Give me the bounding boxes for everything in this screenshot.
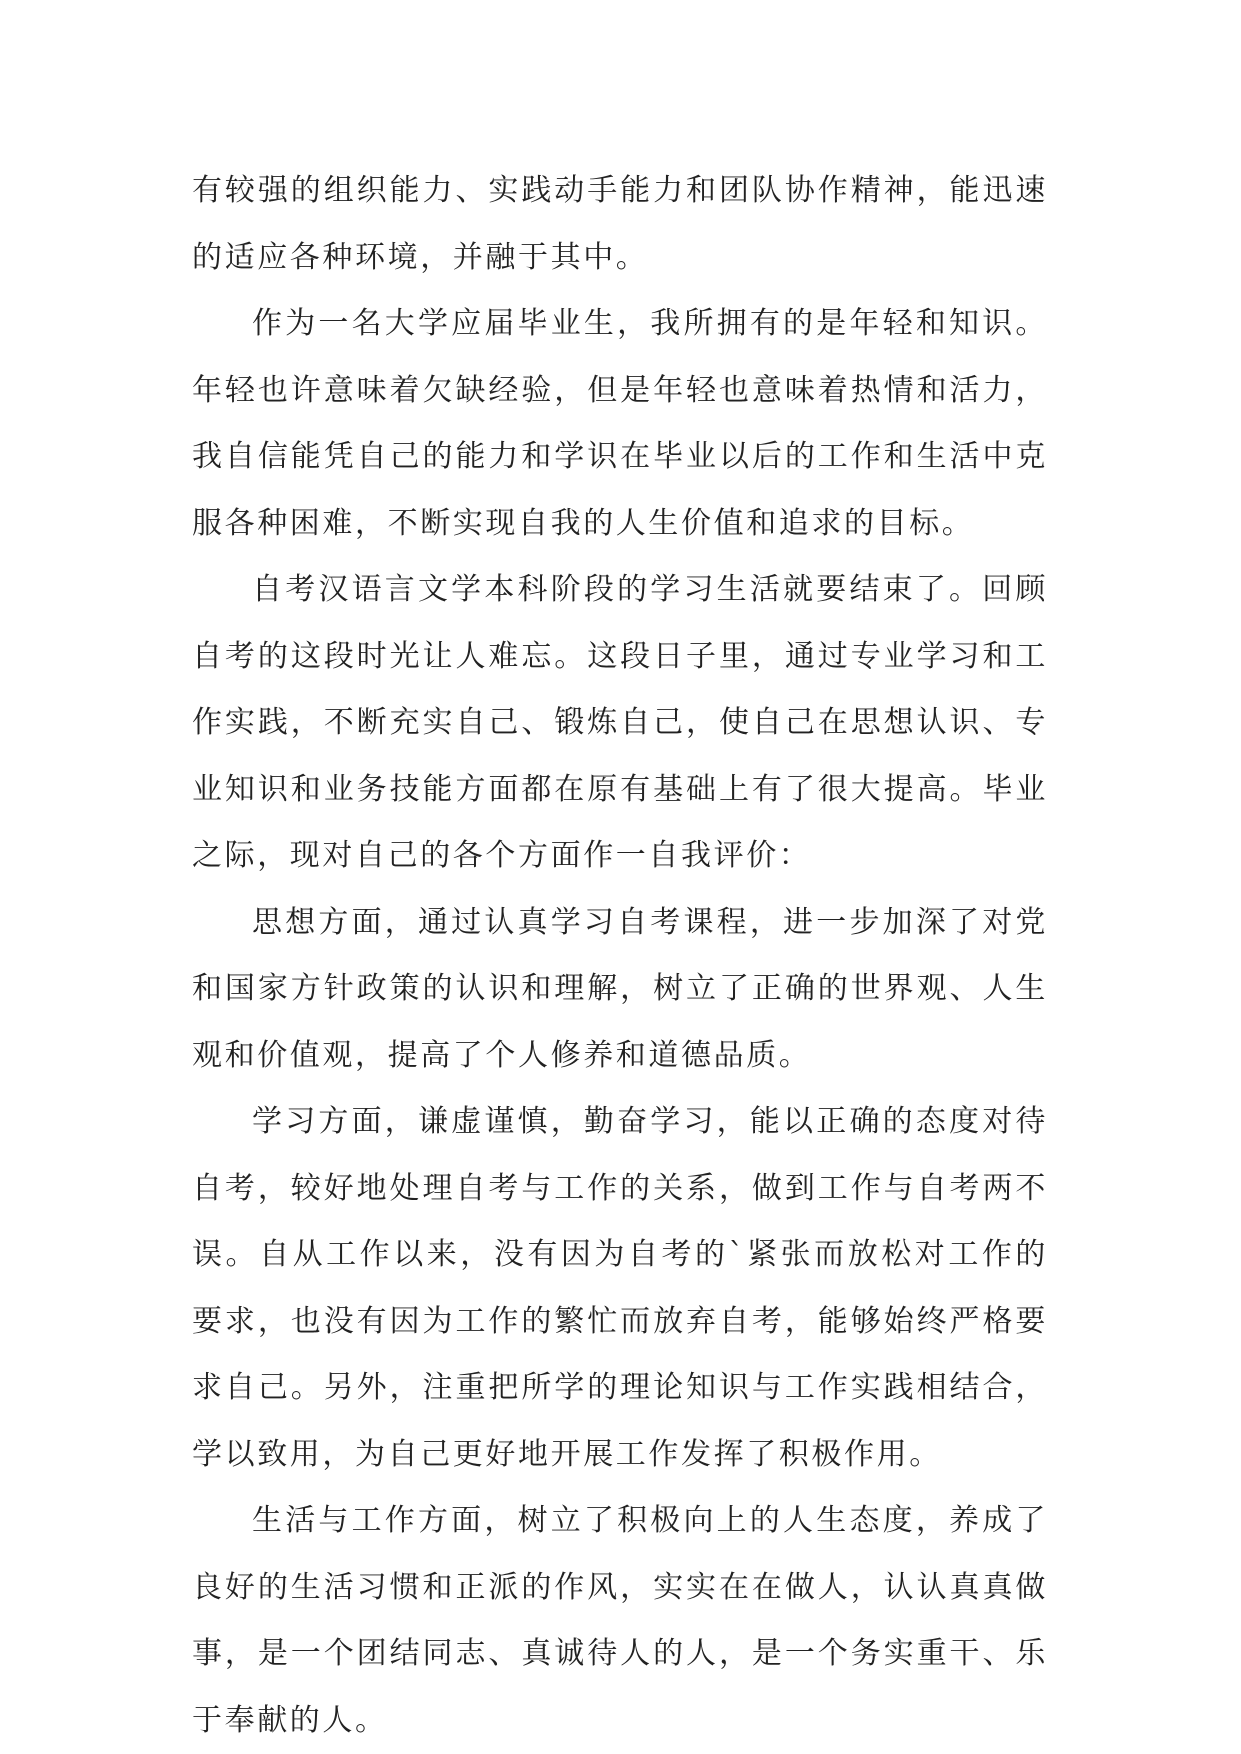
paragraph-self-study-review: 自考汉语言文学本科阶段的学习生活就要结束了。回顾自考的这段时光让人难忘。这段日子里，通过专业学习和工作实践，不断充实自己、锻炼自己，使自己在思想认识、专业知识和业务技能方面都在原有基础上有了很大提高。毕业之际，现对自己的各个方面作一自我评价：: [192, 572, 1048, 873]
paragraph-graduate-intro: 作为一名大学应届毕业生，我所拥有的是年轻和知识。年轻也许意味着欠缺经验，但是年轻也意味着热情和活力，我自信能凭自己的能力和学识在毕业以后的工作和生活中克服各种困难，不断实现自我的人生价值和追求的目标。: [192, 306, 1048, 541]
paragraph-ideology: 思想方面，通过认真学习自考课程，进一步加深了对党和国家方针政策的认识和理解，树立了正确的世界观、人生观和价值观，提高了个人修养和道德品质。: [192, 904, 1048, 1073]
paragraph-continuation: 有较强的组织能力、实践动手能力和团队协作精神，能迅速的适应各种环境，并融于其中。: [192, 173, 1048, 275]
paragraph-study: 学习方面，谦虚谨慎，勤奋学习，能以正确的态度对待自考，较好地处理自考与工作的关系，做到工作与自考两不误。自从工作以来，没有因为自考的`紧张而放松对工作的要求，也没有因为工作的繁忙而放弃自考，能够始终严格要求自己。另外，注重把所学的理论知识与工作实践相结合，学以致用，为自己更好地开展工作发挥了积极作用。: [192, 1104, 1048, 1472]
document-body: [192, 158, 1048, 1754]
paragraph-life-and-work: 生活与工作方面，树立了积极向上的人生态度，养成了良好的生活习惯和正派的作风，实实在在做人，认认真真做事，是一个团结同志、真诚待人的人，是一个务实重干、乐于奉献的人。: [192, 1503, 1048, 1738]
